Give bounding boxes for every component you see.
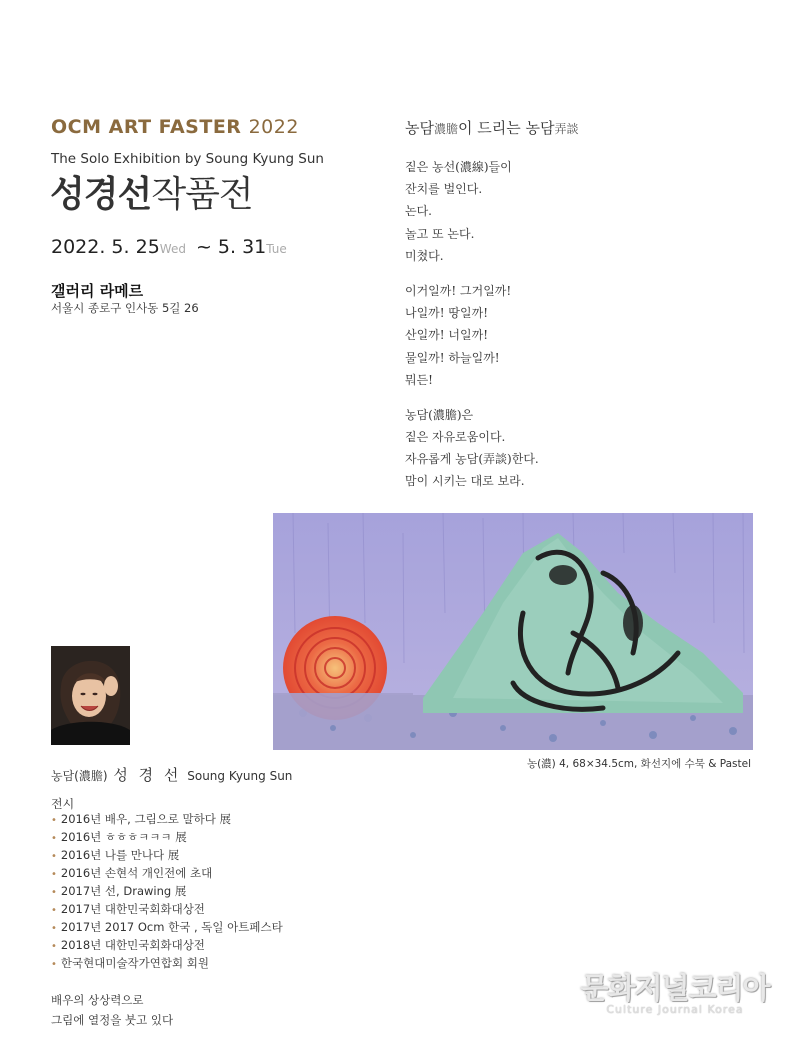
artist-prefix: 농담(濃膽): [51, 769, 108, 783]
gallery-name: 갤러리 라메르: [51, 282, 144, 300]
painting-image: [273, 513, 753, 750]
bullet-icon: •: [51, 887, 57, 898]
exhibitions-heading: 전시: [51, 797, 75, 811]
gallery-address: 서울시 종로구 인사동 5길 26: [51, 301, 199, 315]
exhibition-entry: 2016년 나를 만나다 展: [60, 848, 180, 862]
date-separator: ~: [196, 236, 212, 258]
bullet-icon: •: [51, 905, 57, 916]
bullet-icon: •: [51, 815, 57, 826]
bullet-icon: •: [51, 959, 57, 970]
exhibition-entry: 2017년 2017 Ocm 한국 , 독일 아트페스타: [60, 920, 283, 934]
exhibition-entry: 2016년 손현석 개인전에 초대: [60, 866, 213, 880]
exhibition-title: [50, 166, 253, 217]
list-item: [51, 954, 283, 972]
poem-line: 뭐든!: [405, 372, 434, 387]
poem-title: [405, 117, 579, 138]
exhibition-dates: [51, 236, 287, 258]
painting-caption: 농(濃) 4, 68×34.5cm, 화선지에 수묵 & Pastel: [526, 758, 751, 770]
poem-title-hanja-b: 弄談: [554, 122, 579, 136]
poem-line: 나일까! 땅일까!: [405, 306, 489, 321]
exhibition-entry: 2016년 배우, 그림으로 말하다 展: [60, 812, 232, 826]
statement-line: 배우의 상상력으로: [51, 993, 144, 1007]
exhibitions-list: [51, 810, 283, 972]
start-weekday: Wed: [159, 242, 186, 256]
exhibition-subtitle: The Solo Exhibition by Soung Kyung Sun: [51, 151, 324, 167]
poem-line: 산일까! 너일까!: [405, 328, 489, 343]
bullet-icon: •: [51, 833, 57, 844]
poem-line: 물일까! 하늘일까!: [405, 350, 500, 365]
poem-line: 농담(濃膽)은: [405, 407, 474, 422]
poem-line: 짙은 자유로움이다.: [405, 430, 506, 445]
title-suffix: 작품전: [151, 174, 253, 215]
statement-line: 그림에 열정을 붓고 있다: [51, 1013, 174, 1027]
list-item: [51, 918, 283, 936]
exhibition-entry: 한국현대미술작가연합회 회원: [60, 956, 209, 970]
brand-year: 2022: [248, 116, 299, 138]
poem-title-part-b: 이 드리는 농담: [458, 119, 555, 137]
watermark-english: Culture Journal Korea: [606, 1003, 744, 1016]
artist-name-korean: 성 경 선: [113, 766, 182, 784]
artist-name-english: Soung Kyung Sun: [187, 769, 293, 783]
exhibition-brand: [51, 116, 299, 138]
poem-line: 잔치를 벌인다.: [405, 182, 483, 197]
watermark-korean: 문화저널코리아: [580, 971, 770, 1005]
artist-portrait: [51, 646, 130, 745]
list-item: [51, 882, 283, 900]
bullet-icon: •: [51, 923, 57, 934]
poem-line: 미쳤다.: [405, 248, 444, 263]
poem-title-hanja-a: 濃膽: [433, 122, 458, 136]
list-item: [51, 828, 283, 846]
exhibition-entry: 2017년 선, Drawing 展: [60, 884, 187, 898]
list-item: [51, 936, 283, 954]
list-item: [51, 846, 283, 864]
poem-line: 짙은 농선(濃線)들이: [405, 160, 512, 174]
list-item: [51, 864, 283, 882]
poem-line: 자유롭게 농담(弄談)한다.: [405, 452, 539, 467]
list-item: [51, 900, 283, 918]
artist-statement: [51, 990, 173, 1030]
poem-line: 맘이 시키는 대로 보라.: [405, 474, 525, 489]
artist-name-line: [51, 764, 292, 785]
bullet-icon: •: [51, 941, 57, 952]
list-item: [51, 810, 283, 828]
end-date: 5. 31: [217, 236, 267, 258]
poem-line: 이거일까! 그거일까!: [405, 283, 512, 298]
poem-stanza-3: [405, 404, 579, 493]
brand-label: OCM ART FASTER: [51, 116, 242, 138]
poem-line: 논다.: [405, 204, 432, 219]
end-weekday: Tue: [266, 242, 287, 256]
poem-line: 놀고 또 논다.: [405, 226, 475, 241]
bullet-icon: •: [51, 869, 57, 880]
exhibition-entry: 2016년 ㅎㅎㅎㅋㅋㅋ 展: [60, 830, 187, 844]
poem-stanza-2: [405, 280, 579, 391]
watermark-logo: [580, 966, 770, 1016]
title-artist-name: 성경선: [50, 174, 152, 215]
bullet-icon: •: [51, 851, 57, 862]
exhibition-entry: 2018년 대한민국회화대상전: [60, 938, 205, 952]
poem: [405, 117, 579, 506]
poem-stanza-1: [405, 156, 579, 267]
poem-title-part-a: 농담: [405, 119, 434, 137]
start-date: 2022. 5. 25: [51, 236, 160, 258]
exhibition-entry: 2017년 대한민국회화대상전: [60, 902, 205, 916]
